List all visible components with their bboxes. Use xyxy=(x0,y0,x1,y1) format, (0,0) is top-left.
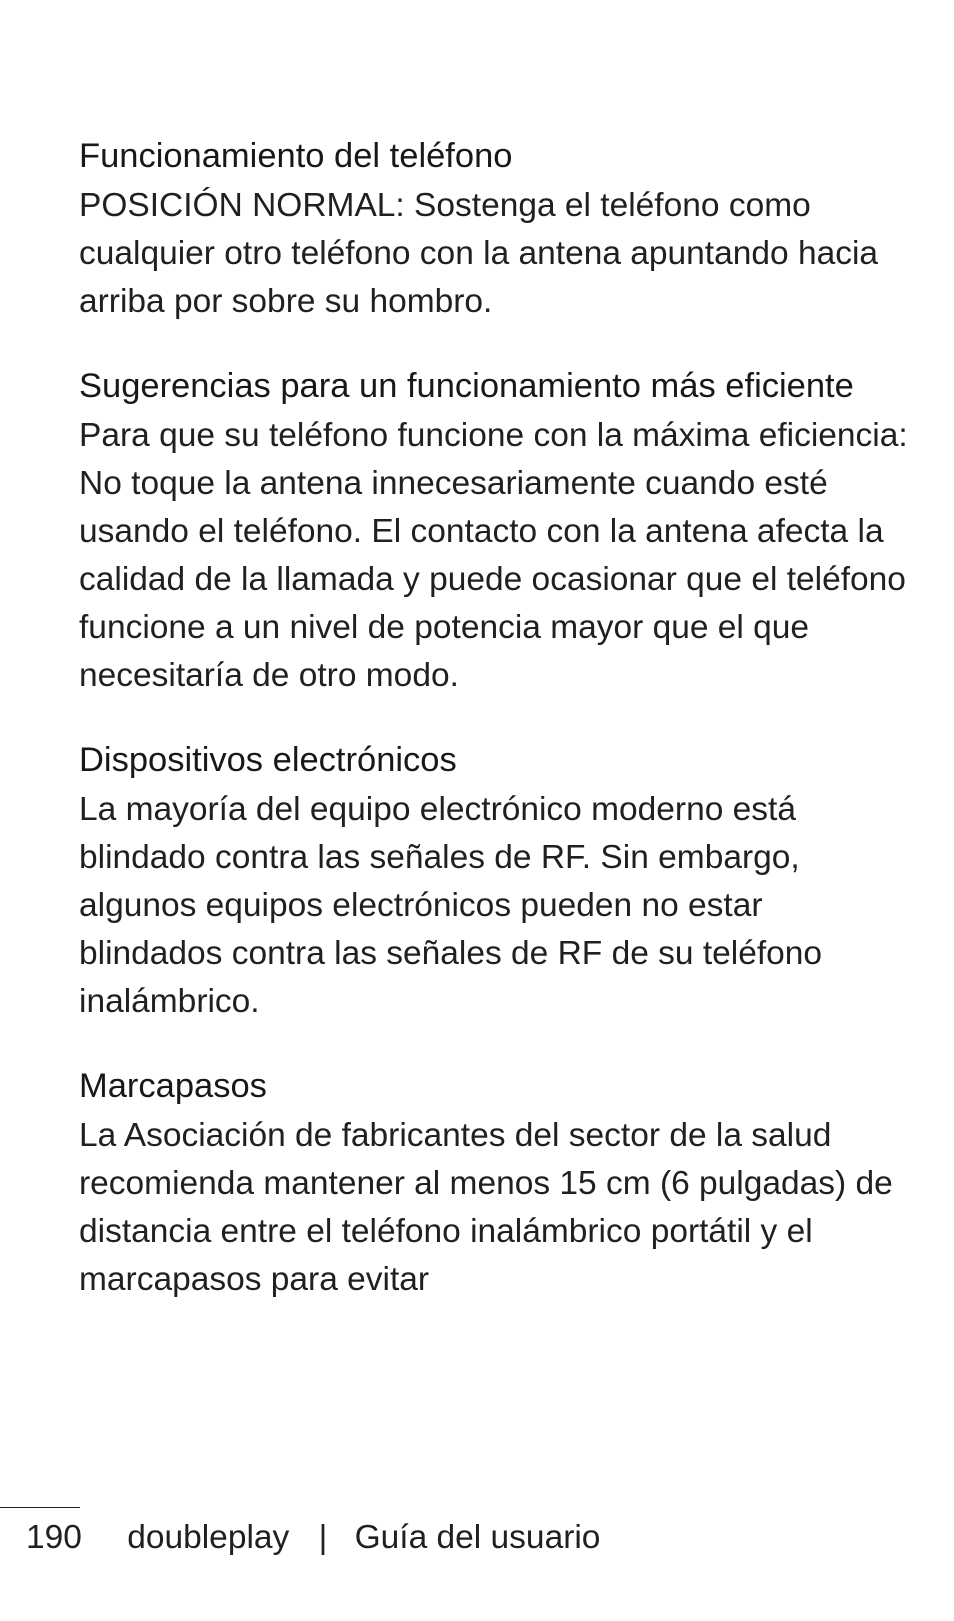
section-dispositivos xyxy=(79,736,909,1026)
section-heading: Marcapasos xyxy=(79,1067,267,1105)
footer-rule xyxy=(0,1507,80,1508)
section-paragraph: La Asociación de fabricantes del sector de la salud recomienda mantener al menos 15 cm (6 pulgadas) de distancia entre el teléfono inalámbrico portátil y el marcapasos para evitar xyxy=(79,1117,893,1298)
page-footer xyxy=(26,1516,600,1560)
section-heading: Dispositivos electrónicos xyxy=(79,741,457,779)
section-paragraph: Para que su teléfono funcione con la máxima eficiencia: xyxy=(79,417,908,454)
page-number: 190 xyxy=(26,1519,82,1556)
section-marcapasos xyxy=(79,1062,909,1304)
section-paragraph: POSICIÓN NORMAL: Sostenga el teléfono como cualquier otro teléfono con la antena apuntando hacia arriba por sobre su hombro. xyxy=(79,187,879,320)
section-funcionamiento xyxy=(79,132,909,326)
section-heading: Funcionamiento del teléfono xyxy=(79,137,513,175)
section-paragraph: No toque la antena innecesariamente cuando esté usando el teléfono. El contacto con la antena afecta la calidad de la llamada y puede ocasionar que el teléfono funcione a un nivel de potencia mayor que el que necesitaría de otro modo. xyxy=(79,465,906,694)
section-heading: Sugerencias para un funcionamiento más eficiente xyxy=(79,367,854,405)
footer-separator: | xyxy=(318,1519,328,1556)
guide-title: Guía del usuario xyxy=(354,1519,601,1556)
section-paragraph: La mayoría del equipo electrónico moderno está blindado contra las señales de RF. Sin embargo, algunos equipos electrónicos pueden no estar blindados contra las señales de RF de su teléfono inalámbrico. xyxy=(79,791,823,1020)
section-sugerencias xyxy=(79,362,909,700)
product-name: doubleplay xyxy=(127,1519,290,1556)
page-content xyxy=(79,132,909,1304)
